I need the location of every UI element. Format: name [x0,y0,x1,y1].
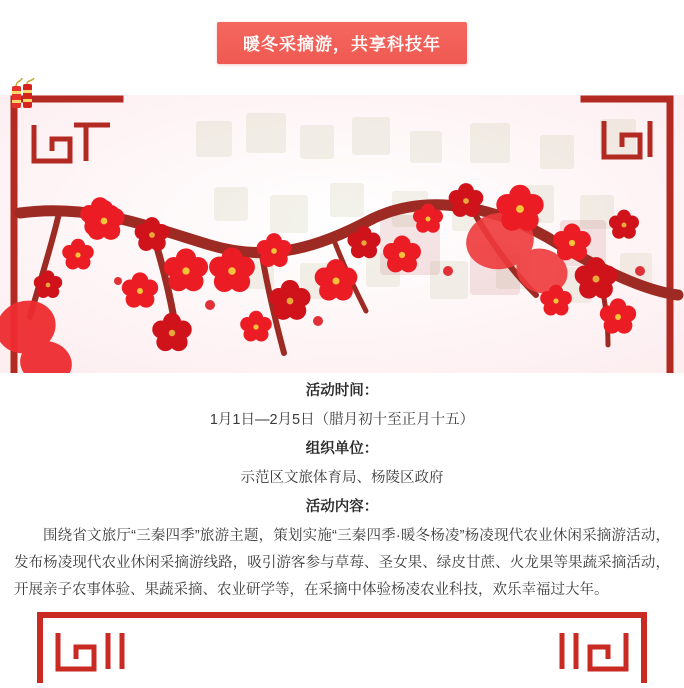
organizer-label: 组织单位： [305,441,379,457]
page-title: 暖冬采摘游，共享科技年 [217,22,467,64]
activity-content-label: 活动内容： [305,499,379,515]
chinese-corner-ornament-icon [0,609,684,683]
plum-blossom-hero-illustration [0,95,684,373]
plum-blossom-branch-icon [0,95,684,373]
firecracker-icon [8,78,42,118]
organizer-value: 示范区文旅体育局、杨陵区政府 [240,470,444,486]
activity-time-value-row [14,407,670,433]
activity-content-paragraph: 围绕省文旅厅“三秦四季”旅游主题，策划实施“三秦四季·暖冬杨凌”杨凌现代农业休闲采摘游活动，发布杨凌现代农业休闲采摘游线路，吸引游客参与草莓、圣女果、绿皮甘蔗、火龙果等果蔬采摘活动，开展亲子农事体验、果蔬采摘、农业研学等，在采摘中体验杨凌农业科技，欢乐幸福过大年。 [14,528,670,598]
title-banner-container [0,22,684,64]
activity-content-block [14,494,670,520]
activity-time-label: 活动时间： [305,383,379,399]
article-body [0,378,684,604]
organizer-block [14,436,670,462]
activity-time-block [14,378,670,404]
organizer-value-row [14,465,670,491]
activity-time-value: 1月1日—2月5日（腊月初十至正月十五） [209,412,475,428]
